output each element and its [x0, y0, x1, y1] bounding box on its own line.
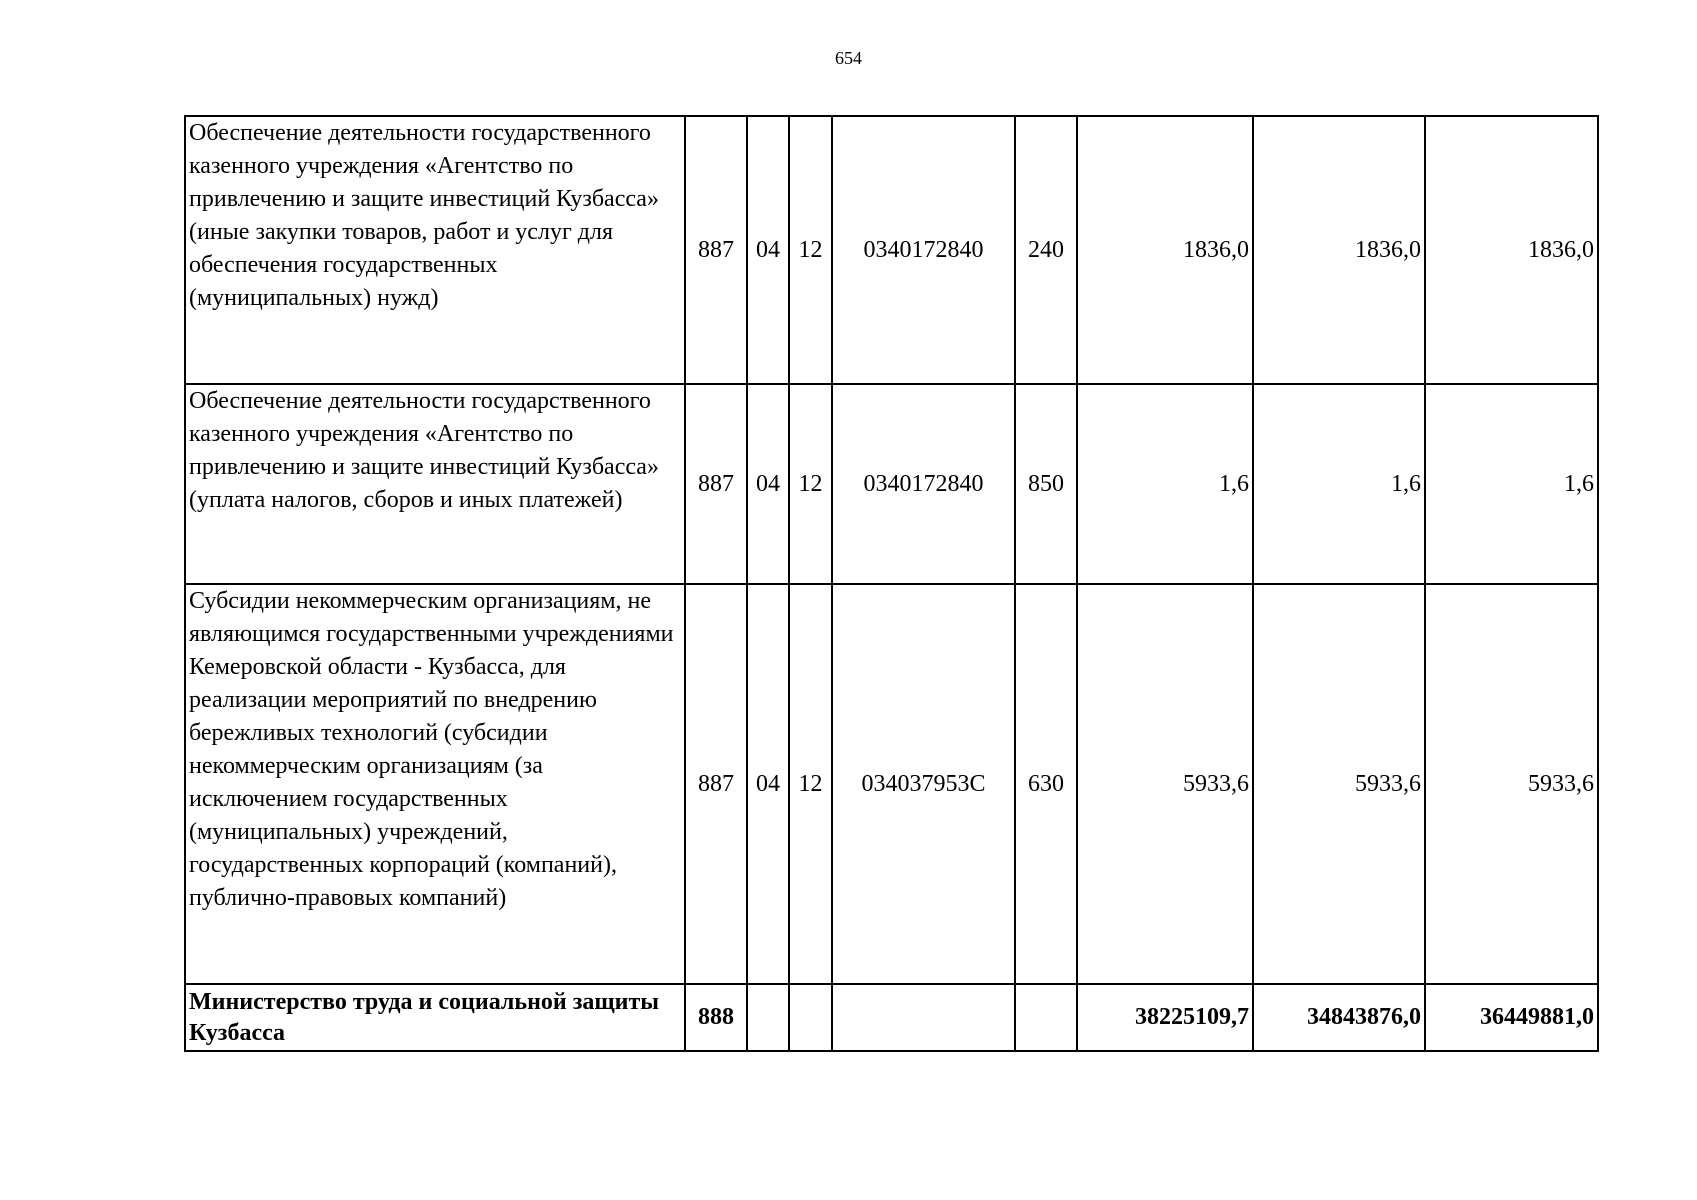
target-article-code: 0340172840 — [832, 116, 1015, 384]
target-article-code — [832, 984, 1015, 1051]
amount-year-3: 1,6 — [1425, 384, 1598, 584]
ministry-code: 887 — [685, 584, 747, 984]
amount-year-3: 1836,0 — [1425, 116, 1598, 384]
section-code — [747, 984, 789, 1051]
row-description: Обеспечение деятельности государственного казенного учреждения «Агентство по привлечению и защите инвестиций Кузбасса» (иные закупки товаров, работ и услуг для обеспечения государственных (муниципальных) нужд) — [185, 116, 685, 384]
amount-year-2: 34843876,0 — [1253, 984, 1425, 1051]
expense-type-code: 630 — [1015, 584, 1077, 984]
subsection-code: 12 — [789, 116, 832, 384]
section-code: 04 — [747, 584, 789, 984]
page-number: 654 — [835, 48, 862, 68]
table-row — [185, 384, 1598, 584]
target-article-code: 0340172840 — [832, 384, 1015, 584]
amount-year-2: 1,6 — [1253, 384, 1425, 584]
table-row — [185, 584, 1598, 984]
amount-year-3: 5933,6 — [1425, 584, 1598, 984]
expense-type-code: 240 — [1015, 116, 1077, 384]
amount-year-1: 38225109,7 — [1077, 984, 1253, 1051]
row-description: Субсидии некоммерческим организациям, не являющимся государственными учреждениями Кемеровской области - Кузбасса, для реализации мероприятий по внедрению бережливых технологий (субсидии некоммерческим организациям (за исключением государственных (муниципальных) учреждений, государственных корпораций (компаний), публично-правовых компаний) — [185, 584, 685, 984]
budget-table — [184, 115, 1599, 1052]
expense-type-code: 850 — [1015, 384, 1077, 584]
amount-year-1: 5933,6 — [1077, 584, 1253, 984]
target-article-code: 034037953С — [832, 584, 1015, 984]
subsection-code: 12 — [789, 584, 832, 984]
section-code: 04 — [747, 384, 789, 584]
amount-year-1: 1836,0 — [1077, 116, 1253, 384]
amount-year-2: 1836,0 — [1253, 116, 1425, 384]
table-row-total — [185, 984, 1598, 1051]
table-row — [185, 116, 1598, 384]
section-code: 04 — [747, 116, 789, 384]
ministry-code: 888 — [685, 984, 747, 1051]
row-description: Обеспечение деятельности государственного казенного учреждения «Агентство по привлечению и защите инвестиций Кузбасса» (уплата налогов, сборов и иных платежей) — [185, 384, 685, 584]
ministry-code: 887 — [685, 116, 747, 384]
expense-type-code — [1015, 984, 1077, 1051]
row-description: Министерство труда и социальной защиты Кузбасса — [185, 984, 685, 1051]
subsection-code — [789, 984, 832, 1051]
amount-year-2: 5933,6 — [1253, 584, 1425, 984]
ministry-code: 887 — [685, 384, 747, 584]
subsection-code: 12 — [789, 384, 832, 584]
amount-year-1: 1,6 — [1077, 384, 1253, 584]
amount-year-3: 36449881,0 — [1425, 984, 1598, 1051]
